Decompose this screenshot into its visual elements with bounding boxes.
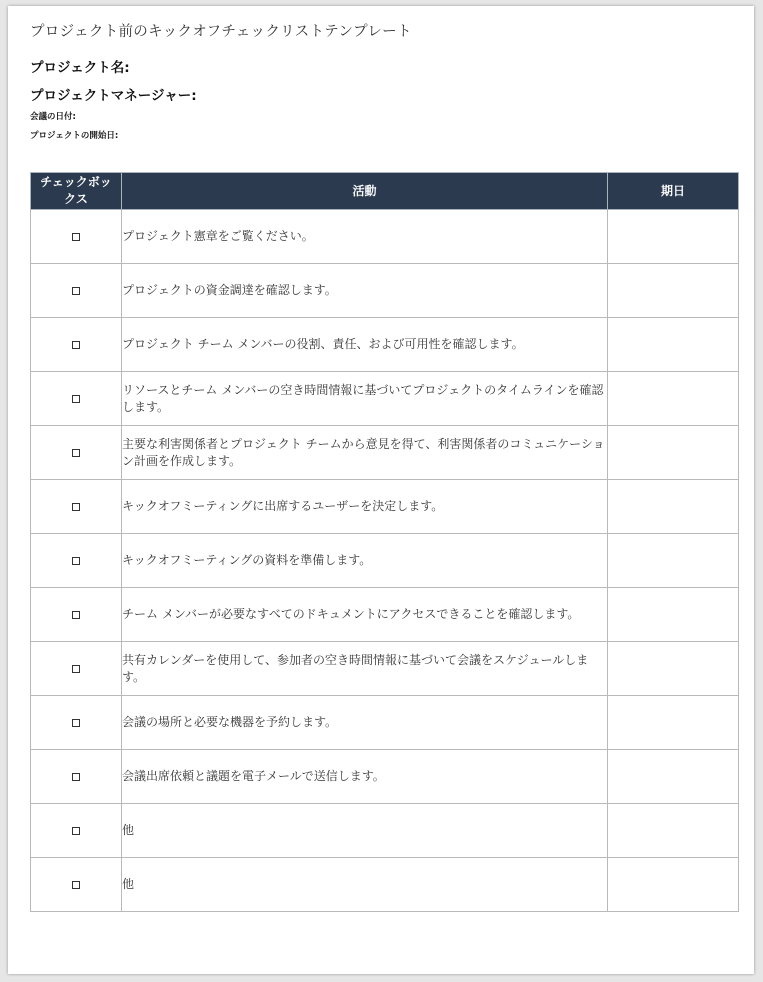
activity-cell: 会議の場所と必要な機器を予約します。	[122, 696, 608, 750]
meeting-date-label: 会議の日付:	[30, 112, 76, 122]
table-row	[31, 588, 739, 642]
checkbox[interactable]	[72, 881, 80, 889]
table-row	[31, 210, 739, 264]
due-date-cell[interactable]	[608, 318, 739, 372]
checkbox-cell	[31, 696, 122, 750]
activity-cell: キックオフミーティングに出席するユーザーを決定します。	[122, 480, 608, 534]
activity-cell: 主要な利害関係者とプロジェクト チームから意見を得て、利害関係者のコミュニケーション計画を作成します。	[122, 426, 608, 480]
checkbox-cell	[31, 642, 122, 696]
checkbox[interactable]	[72, 341, 80, 349]
activity-cell: プロジェクト憲章をご覧ください。	[122, 210, 608, 264]
table-row	[31, 642, 739, 696]
due-date-cell[interactable]	[608, 642, 739, 696]
activity-cell: プロジェクトの資金調達を確認します。	[122, 264, 608, 318]
checkbox-cell	[31, 264, 122, 318]
table-row	[31, 264, 739, 318]
activity-cell: 会議出席依頼と議題を電子メールで送信します。	[122, 750, 608, 804]
activity-cell: プロジェクト チーム メンバーの役割、責任、および可用性を確認します。	[122, 318, 608, 372]
document-title: プロジェクト前のキックオフチェックリストテンプレート	[30, 24, 412, 40]
checkbox-cell	[31, 318, 122, 372]
activity-cell: 他	[122, 858, 608, 912]
header-checkbox: チェックボックス	[31, 173, 122, 210]
checkbox[interactable]	[72, 611, 80, 619]
checkbox[interactable]	[72, 449, 80, 457]
activity-cell: チーム メンバーが必要なすべてのドキュメントにアクセスできることを確認します。	[122, 588, 608, 642]
checkbox[interactable]	[72, 773, 80, 781]
checkbox[interactable]	[72, 233, 80, 241]
due-date-cell[interactable]	[608, 210, 739, 264]
checkbox-cell	[31, 588, 122, 642]
due-date-cell[interactable]	[608, 372, 739, 426]
checkbox[interactable]	[72, 827, 80, 835]
checkbox-cell	[31, 804, 122, 858]
checkbox[interactable]	[72, 557, 80, 565]
table-row	[31, 318, 739, 372]
checklist-table	[30, 172, 739, 912]
table-row	[31, 426, 739, 480]
project-start-date-label: プロジェクトの開始日:	[30, 131, 119, 141]
table-header-row	[31, 173, 739, 210]
header-due-date: 期日	[608, 173, 739, 210]
due-date-cell[interactable]	[608, 588, 739, 642]
due-date-cell[interactable]	[608, 534, 739, 588]
activity-cell: リソースとチーム メンバーの空き時間情報に基づいてプロジェクトのタイムラインを確認します。	[122, 372, 608, 426]
due-date-cell[interactable]	[608, 480, 739, 534]
due-date-cell[interactable]	[608, 426, 739, 480]
table-row	[31, 750, 739, 804]
activity-cell: キックオフミーティングの資料を準備します。	[122, 534, 608, 588]
checkbox-cell	[31, 858, 122, 912]
checkbox[interactable]	[72, 665, 80, 673]
due-date-cell[interactable]	[608, 804, 739, 858]
table-row	[31, 534, 739, 588]
project-name-label: プロジェクト名:	[30, 60, 130, 76]
header-activity: 活動	[122, 173, 608, 210]
document-page	[8, 6, 754, 974]
project-manager-label: プロジェクトマネージャー:	[30, 88, 197, 104]
checkbox-cell	[31, 750, 122, 804]
due-date-cell[interactable]	[608, 696, 739, 750]
due-date-cell[interactable]	[608, 858, 739, 912]
activity-cell: 他	[122, 804, 608, 858]
checkbox-cell	[31, 534, 122, 588]
checkbox[interactable]	[72, 287, 80, 295]
checkbox[interactable]	[72, 395, 80, 403]
table-row	[31, 804, 739, 858]
due-date-cell[interactable]	[608, 264, 739, 318]
activity-cell: 共有カレンダーを使用して、参加者の空き時間情報に基づいて会議をスケジュールします。	[122, 642, 608, 696]
checkbox-cell	[31, 426, 122, 480]
checkbox[interactable]	[72, 719, 80, 727]
table-row	[31, 858, 739, 912]
checkbox-cell	[31, 372, 122, 426]
table-row	[31, 696, 739, 750]
checkbox[interactable]	[72, 503, 80, 511]
table-row	[31, 480, 739, 534]
checkbox-cell	[31, 480, 122, 534]
checkbox-cell	[31, 210, 122, 264]
table-row	[31, 372, 739, 426]
due-date-cell[interactable]	[608, 750, 739, 804]
